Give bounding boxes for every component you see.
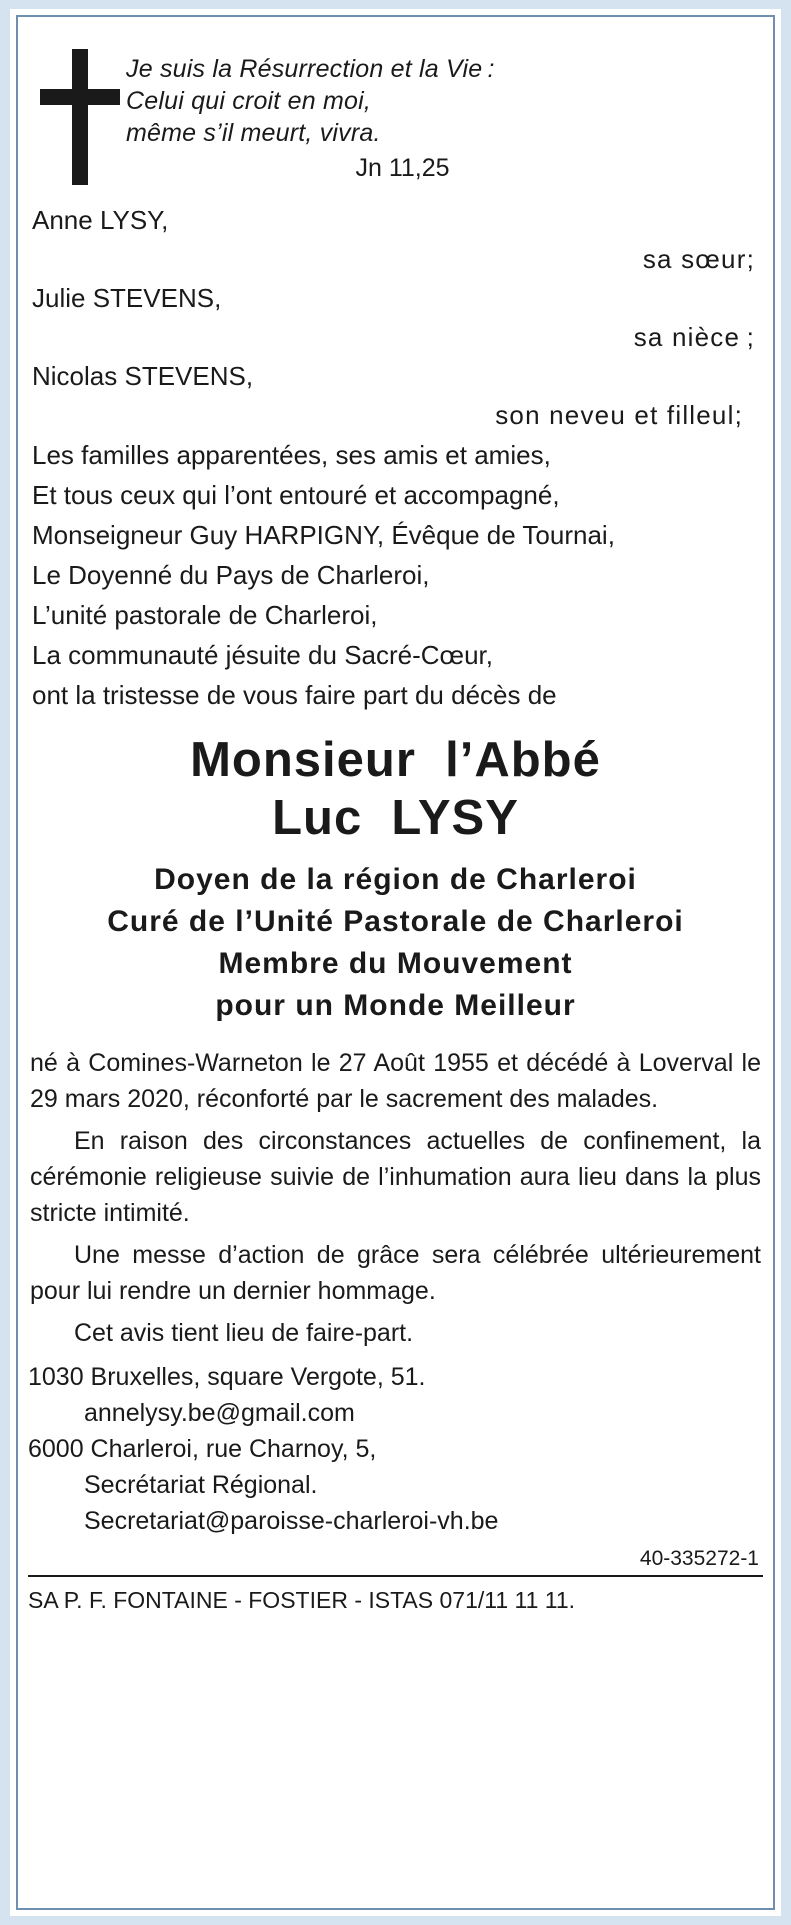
scripture-block (28, 23, 763, 187)
body-paragraph: En raison des circonstances actuelles de confinement, la cérémonie religieuse suivie de l’inhumation aura lieu dans la plus stricte intimité. (30, 1127, 761, 1227)
family-member-name: Anne LYSY, (32, 205, 169, 235)
scripture-line: Celui qui croit en moi, (126, 87, 371, 115)
body-paragraph: né à Comines-Warneton le 27 Août 1955 et décédé à Loverval le 29 mars 2020, réconforté par le sacrement des malades. (30, 1049, 761, 1113)
family-line: Les familles apparentées, ses amis et amies, (32, 440, 551, 470)
family-line: L’unité pastorale de Charleroi, (32, 600, 378, 630)
family-member-name: Julie STEVENS, (32, 283, 222, 313)
undertaker-line: SA P. F. FONTAINE - FOSTIER - ISTAS 071/11 11 11. (28, 1587, 576, 1613)
family-member-relation: son neveu et filleul; (495, 400, 743, 430)
deceased-title: Membre du Mouvement (218, 947, 573, 980)
email-address[interactable]: annelysy.be@gmail.com (84, 1399, 355, 1427)
deceased-title: pour un Monde Meilleur (215, 989, 576, 1022)
address-line: 6000 Charleroi, rue Charnoy, 5, (28, 1435, 377, 1463)
family-line: Monseigneur Guy HARPIGNY, Évêque de Tournai, (32, 520, 615, 550)
announcement-line: ont la tristesse de vous faire part du décès de (32, 680, 557, 710)
family-line: La communauté jésuite du Sacré-Cœur, (32, 640, 493, 670)
deceased-name-block (28, 715, 763, 1031)
body-block (28, 1031, 763, 1351)
scripture-line: même s’il meurt, vivra. (126, 119, 381, 147)
deceased-name-line: Monsieur l’Abbé (190, 733, 601, 787)
address-block (28, 1351, 763, 1539)
scripture-reference: Jn 11,25 (355, 154, 450, 182)
reference-number: 40-335272-1 (639, 1547, 759, 1570)
body-paragraph: Cet avis tient lieu de faire-part. (74, 1319, 414, 1347)
body-paragraph: Une messe d’action de grâce sera célébrée ultérieurement pour lui rendre un dernier hommage. (30, 1241, 761, 1305)
family-block (28, 187, 763, 715)
family-member-relation: sa nièce ; (633, 322, 755, 352)
scripture-line: Je suis la Résurrection et la Vie : (126, 55, 495, 83)
latin-cross-icon (34, 37, 126, 187)
address-line: Secrétariat Régional. (84, 1471, 318, 1499)
notice-content (28, 23, 763, 1902)
family-line: Et tous ceux qui l’ont entouré et accompagné, (32, 480, 560, 510)
deceased-title: Curé de l’Unité Pastorale de Charleroi (107, 905, 684, 938)
family-member-relation: sa sœur; (642, 244, 755, 274)
address-line: 1030 Bruxelles, square Vergote, 51. (28, 1363, 426, 1391)
family-line: Le Doyenné du Pays de Charleroi, (32, 560, 430, 590)
email-address[interactable]: Secretariat@paroisse-charleroi-vh.be (84, 1507, 499, 1535)
scripture-text (126, 37, 757, 185)
family-member-name: Nicolas STEVENS, (32, 361, 254, 391)
deceased-title: Doyen de la région de Charleroi (154, 863, 637, 896)
deceased-titles (28, 847, 763, 1027)
deceased-name-line: Luc LYSY (272, 791, 519, 845)
